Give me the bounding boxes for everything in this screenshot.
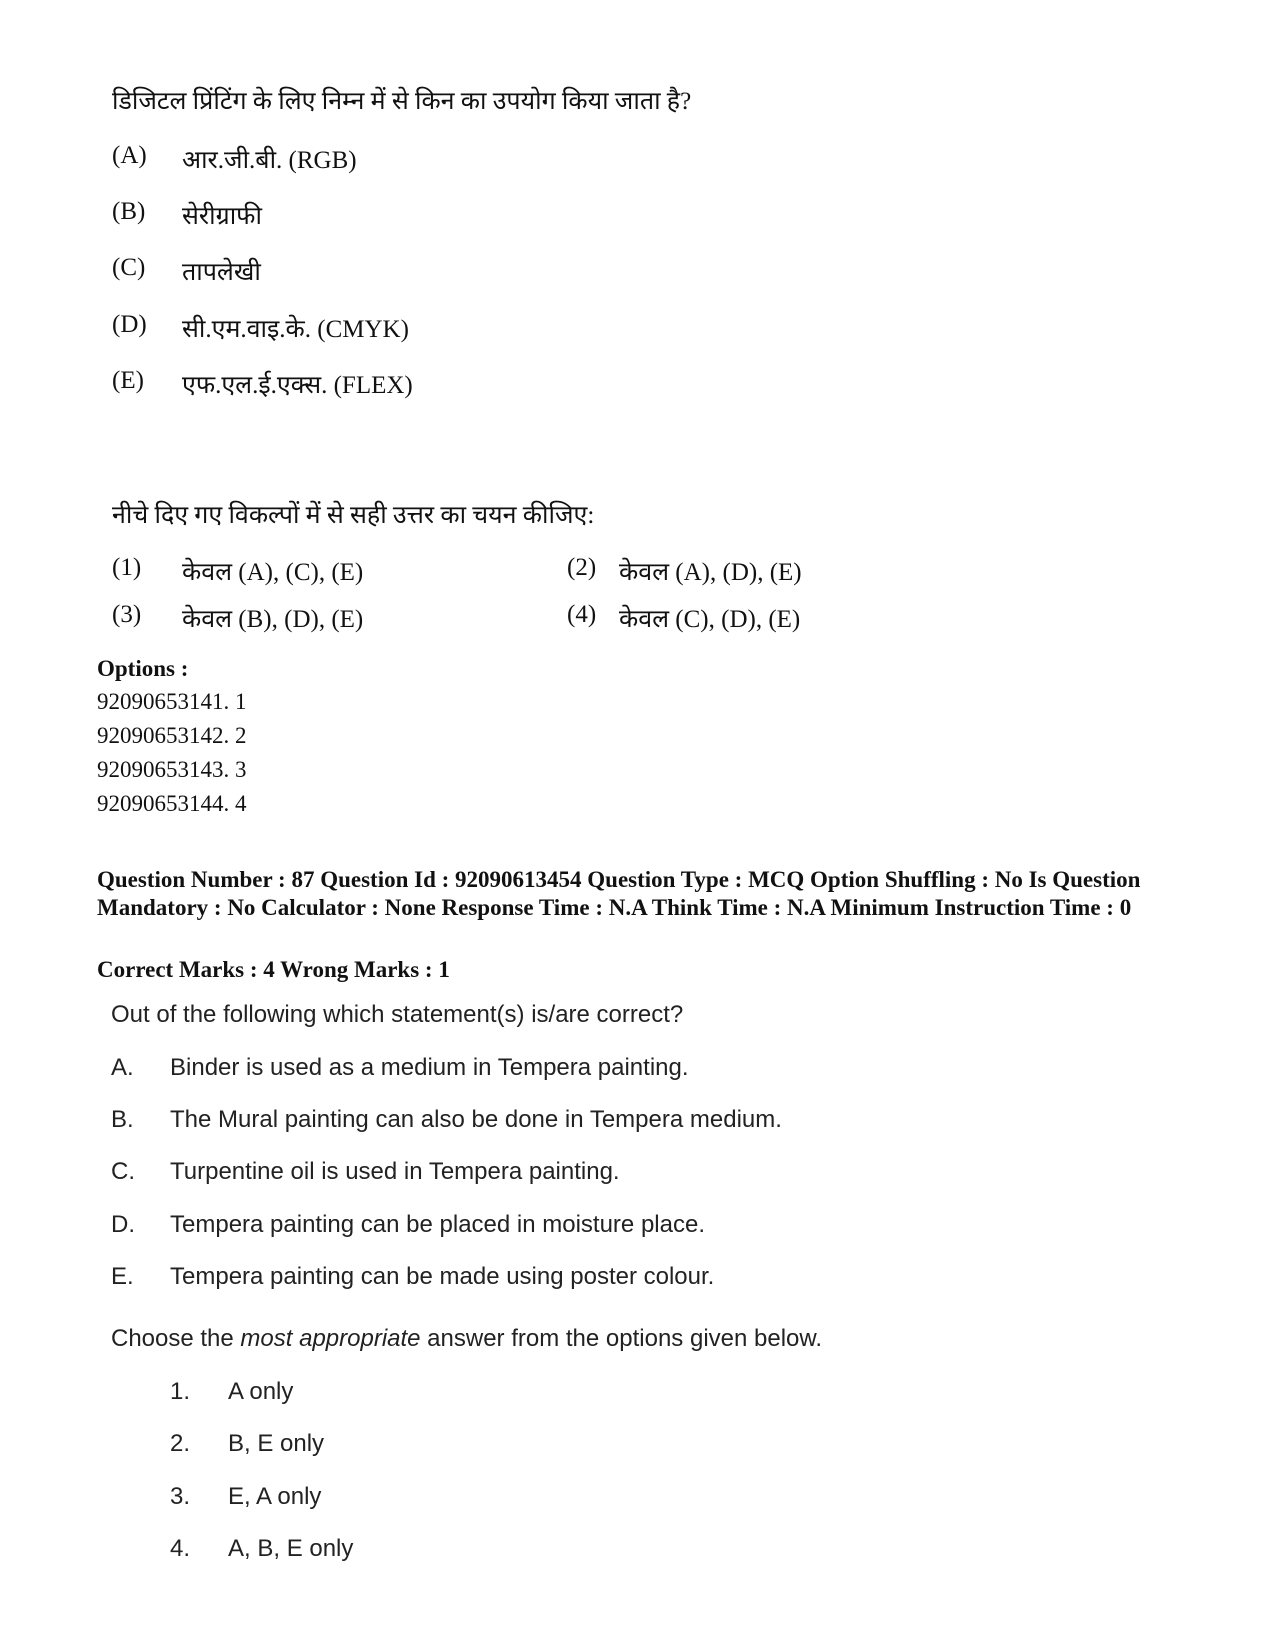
question-metadata: Question Number : 87 Question Id : 92090613454 Question Type : MCQ Option Shuffling : No Is Question Mandatory : No Calculator : None Response Time : N.A Think Time : N.A Minimum Instruction Time : 0 [97, 867, 1141, 920]
statement-text: Binder is used as a medium in Tempera painting. [170, 1054, 689, 1081]
hindi-option-letter: (C) [112, 254, 146, 281]
option-item: 92090653141. 1 [97, 689, 247, 714]
hindi-instruction: नीचे दिए गए विकल्पों में से सही उत्तर का चयन कीजिए: [112, 502, 595, 529]
statement-letter: A. [111, 1054, 134, 1081]
hindi-answer-number: (3) [112, 601, 142, 628]
english-question-text: Out of the following which statement(s) is/are correct? [111, 1001, 684, 1028]
answer-text: A only [228, 1378, 294, 1405]
hindi-answer-text: केवल (A), (D), (E) [619, 559, 802, 586]
hindi-answer-number: (2) [567, 554, 597, 581]
choose-instruction [111, 1325, 822, 1353]
statement-text: Tempera painting can be made using poster colour. [170, 1263, 715, 1290]
statement-text: The Mural painting can also be done in Tempera medium. [170, 1106, 782, 1133]
answer-text: B, E only [228, 1430, 325, 1457]
hindi-answer-number: (4) [567, 601, 597, 628]
answer-text: A, B, E only [228, 1535, 354, 1562]
hindi-answer-text: केवल (A), (C), (E) [182, 559, 364, 586]
hindi-answer-text: केवल (B), (D), (E) [182, 606, 364, 633]
option-item: 92090653142. 2 [97, 723, 247, 748]
answer-text: E, A only [228, 1483, 322, 1510]
statement-letter: B. [111, 1106, 134, 1133]
option-item: 92090653144. 4 [97, 791, 247, 816]
answer-number: 1. [170, 1378, 191, 1405]
statement-letter: D. [111, 1211, 135, 1238]
statement-text: Turpentine oil is used in Tempera painting. [170, 1158, 620, 1185]
hindi-option-letter: (A) [112, 142, 147, 169]
answer-number: 2. [170, 1430, 191, 1457]
marks-line: Correct Marks : 4 Wrong Marks : 1 [97, 957, 450, 982]
hindi-answer-number: (1) [112, 554, 142, 581]
hindi-option-text: आर.जी.बी. (RGB) [182, 147, 357, 174]
statement-text: Tempera painting can be placed in moisture place. [170, 1211, 705, 1238]
hindi-option-text: सी.एम.वाइ.के. (CMYK) [182, 316, 409, 343]
answer-number: 3. [170, 1483, 191, 1510]
choose-prefix: Choose the [111, 1325, 241, 1352]
hindi-option-text: तापलेखी [182, 259, 261, 286]
statement-letter: C. [111, 1158, 135, 1185]
answer-number: 4. [170, 1535, 191, 1562]
choose-suffix: answer from the options given below. [420, 1325, 823, 1352]
choose-emphasis: most appropriate [240, 1325, 421, 1352]
hindi-option-letter: (E) [112, 367, 144, 394]
hindi-option-text: सेरीग्राफी [182, 203, 262, 230]
statement-letter: E. [111, 1263, 134, 1290]
option-item: 92090653143. 3 [97, 757, 247, 782]
hindi-option-letter: (D) [112, 311, 147, 338]
hindi-question-text: डिजिटल प्रिंटिंग के लिए निम्न में से किन का उपयोग किया जाता है? [112, 88, 692, 115]
hindi-option-letter: (B) [112, 198, 146, 225]
hindi-option-text: एफ.एल.ई.एक्स. (FLEX) [182, 372, 413, 399]
hindi-answer-text: केवल (C), (D), (E) [619, 606, 801, 633]
options-heading: Options : [97, 656, 189, 681]
